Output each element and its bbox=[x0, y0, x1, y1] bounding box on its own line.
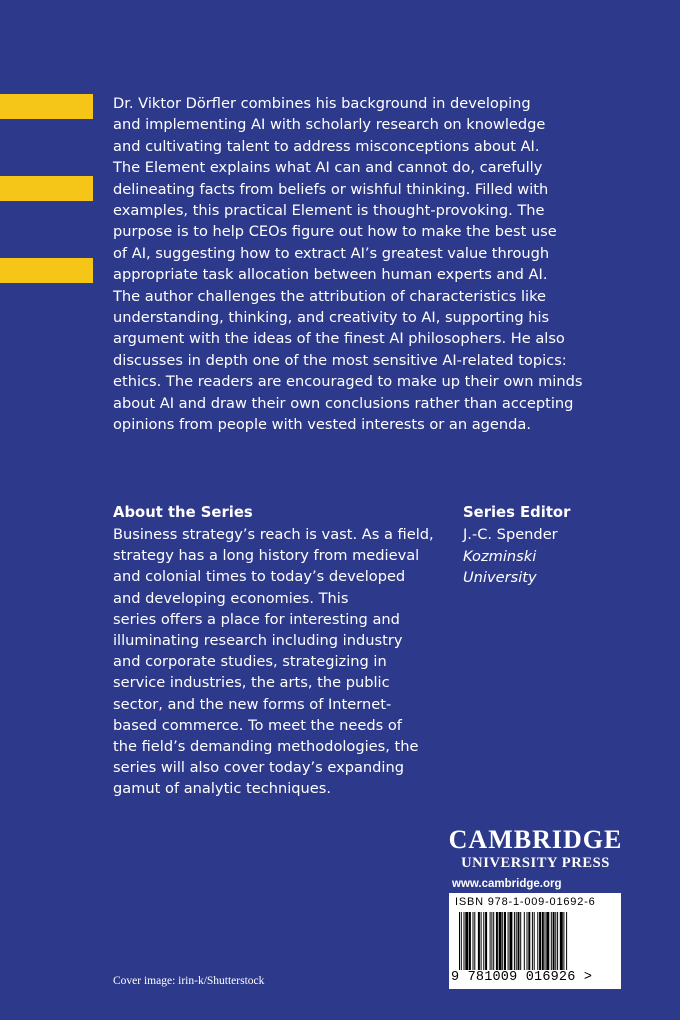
about-line: illuminating research including industry bbox=[113, 632, 403, 650]
description-line: The author challenges the attribution of characteristics like bbox=[113, 287, 546, 305]
description-line: Dr. Viktor Dörfler combines his background in developing bbox=[113, 95, 531, 112]
description-line: The Element explains what AI can and cannot do, carefully bbox=[113, 159, 543, 177]
about-series-text bbox=[113, 524, 453, 800]
about-line: Business strategy’s reach is vast. As a field, bbox=[113, 526, 434, 543]
description-line: and implementing AI with scholarly research on knowledge bbox=[113, 116, 546, 134]
publisher-url[interactable]: www.cambridge.org bbox=[452, 878, 562, 890]
series-editor-heading: Series Editor bbox=[463, 504, 571, 521]
accent-stripe-3 bbox=[0, 258, 93, 283]
about-line: and developing economies. This bbox=[113, 589, 349, 607]
about-line: series will also cover today’s expanding bbox=[113, 759, 404, 777]
isbn-text: ISBN 978-1-009-01692-6 bbox=[455, 896, 596, 908]
about-line: and colonial times to today’s developed bbox=[113, 568, 406, 586]
about-line: sector, and the new forms of Internet- bbox=[113, 695, 392, 713]
series-editor-name: J.-C. Spender bbox=[463, 526, 558, 543]
about-line: series offers a place for interesting and bbox=[113, 610, 400, 628]
description-line: purpose is to help CEOs figure out how to make the best use bbox=[113, 223, 557, 241]
about-line: and corporate studies, strategizing in bbox=[113, 653, 387, 671]
barcode-bars bbox=[459, 912, 609, 970]
isbn-barcode bbox=[449, 893, 621, 989]
description-line: argument with the ideas of the finest AI philosophers. He also bbox=[113, 330, 565, 348]
description-line: and cultivating talent to address misconceptions about AI. bbox=[113, 137, 540, 155]
publisher-logo bbox=[448, 826, 623, 893]
publisher-name: CAMBRIDGE bbox=[448, 825, 623, 854]
series-editor-affiliation-2: University bbox=[463, 569, 537, 587]
about-line: gamut of analytic techniques. bbox=[113, 780, 332, 798]
about-line: service industries, the arts, the public bbox=[113, 674, 390, 692]
publisher-subname: UNIVERSITY PRESS bbox=[461, 855, 610, 871]
description-line: discusses in depth one of the most sensitive AI-related topics: bbox=[113, 351, 567, 369]
about-series-heading: About the Series bbox=[113, 504, 253, 521]
description-line: delineating facts from beliefs or wishful thinking. Filled with bbox=[113, 180, 549, 198]
description-line: opinions from people with vested interests or an agenda. bbox=[113, 416, 532, 434]
about-line: the field’s demanding methodologies, the bbox=[113, 738, 419, 756]
accent-stripe-1 bbox=[0, 94, 93, 119]
accent-stripe-2 bbox=[0, 176, 93, 201]
about-line: based commerce. To meet the needs of bbox=[113, 716, 402, 734]
description-line: understanding, thinking, and creativity to AI, supporting his bbox=[113, 309, 550, 327]
description-line: ethics. The readers are encouraged to make up their own minds bbox=[113, 373, 583, 391]
barcode-digits: 9 781009 016926 > bbox=[451, 970, 593, 985]
description-line: examples, this practical Element is thought-provoking. The bbox=[113, 202, 545, 220]
description-line: about AI and draw their own conclusions rather than accepting bbox=[113, 394, 574, 412]
description-line: of AI, suggesting how to extract AI’s greatest value through bbox=[113, 244, 550, 262]
series-editor-section bbox=[463, 502, 643, 589]
cover-image-credit: Cover image: irin-k/Shutterstock bbox=[113, 975, 265, 987]
book-description bbox=[113, 93, 633, 436]
description-line: appropriate task allocation between human experts and AI. bbox=[113, 266, 548, 284]
series-editor-affiliation-1: Kozminski bbox=[463, 547, 537, 565]
about-line: strategy has a long history from medieval bbox=[113, 547, 420, 565]
about-series-section bbox=[113, 502, 453, 800]
